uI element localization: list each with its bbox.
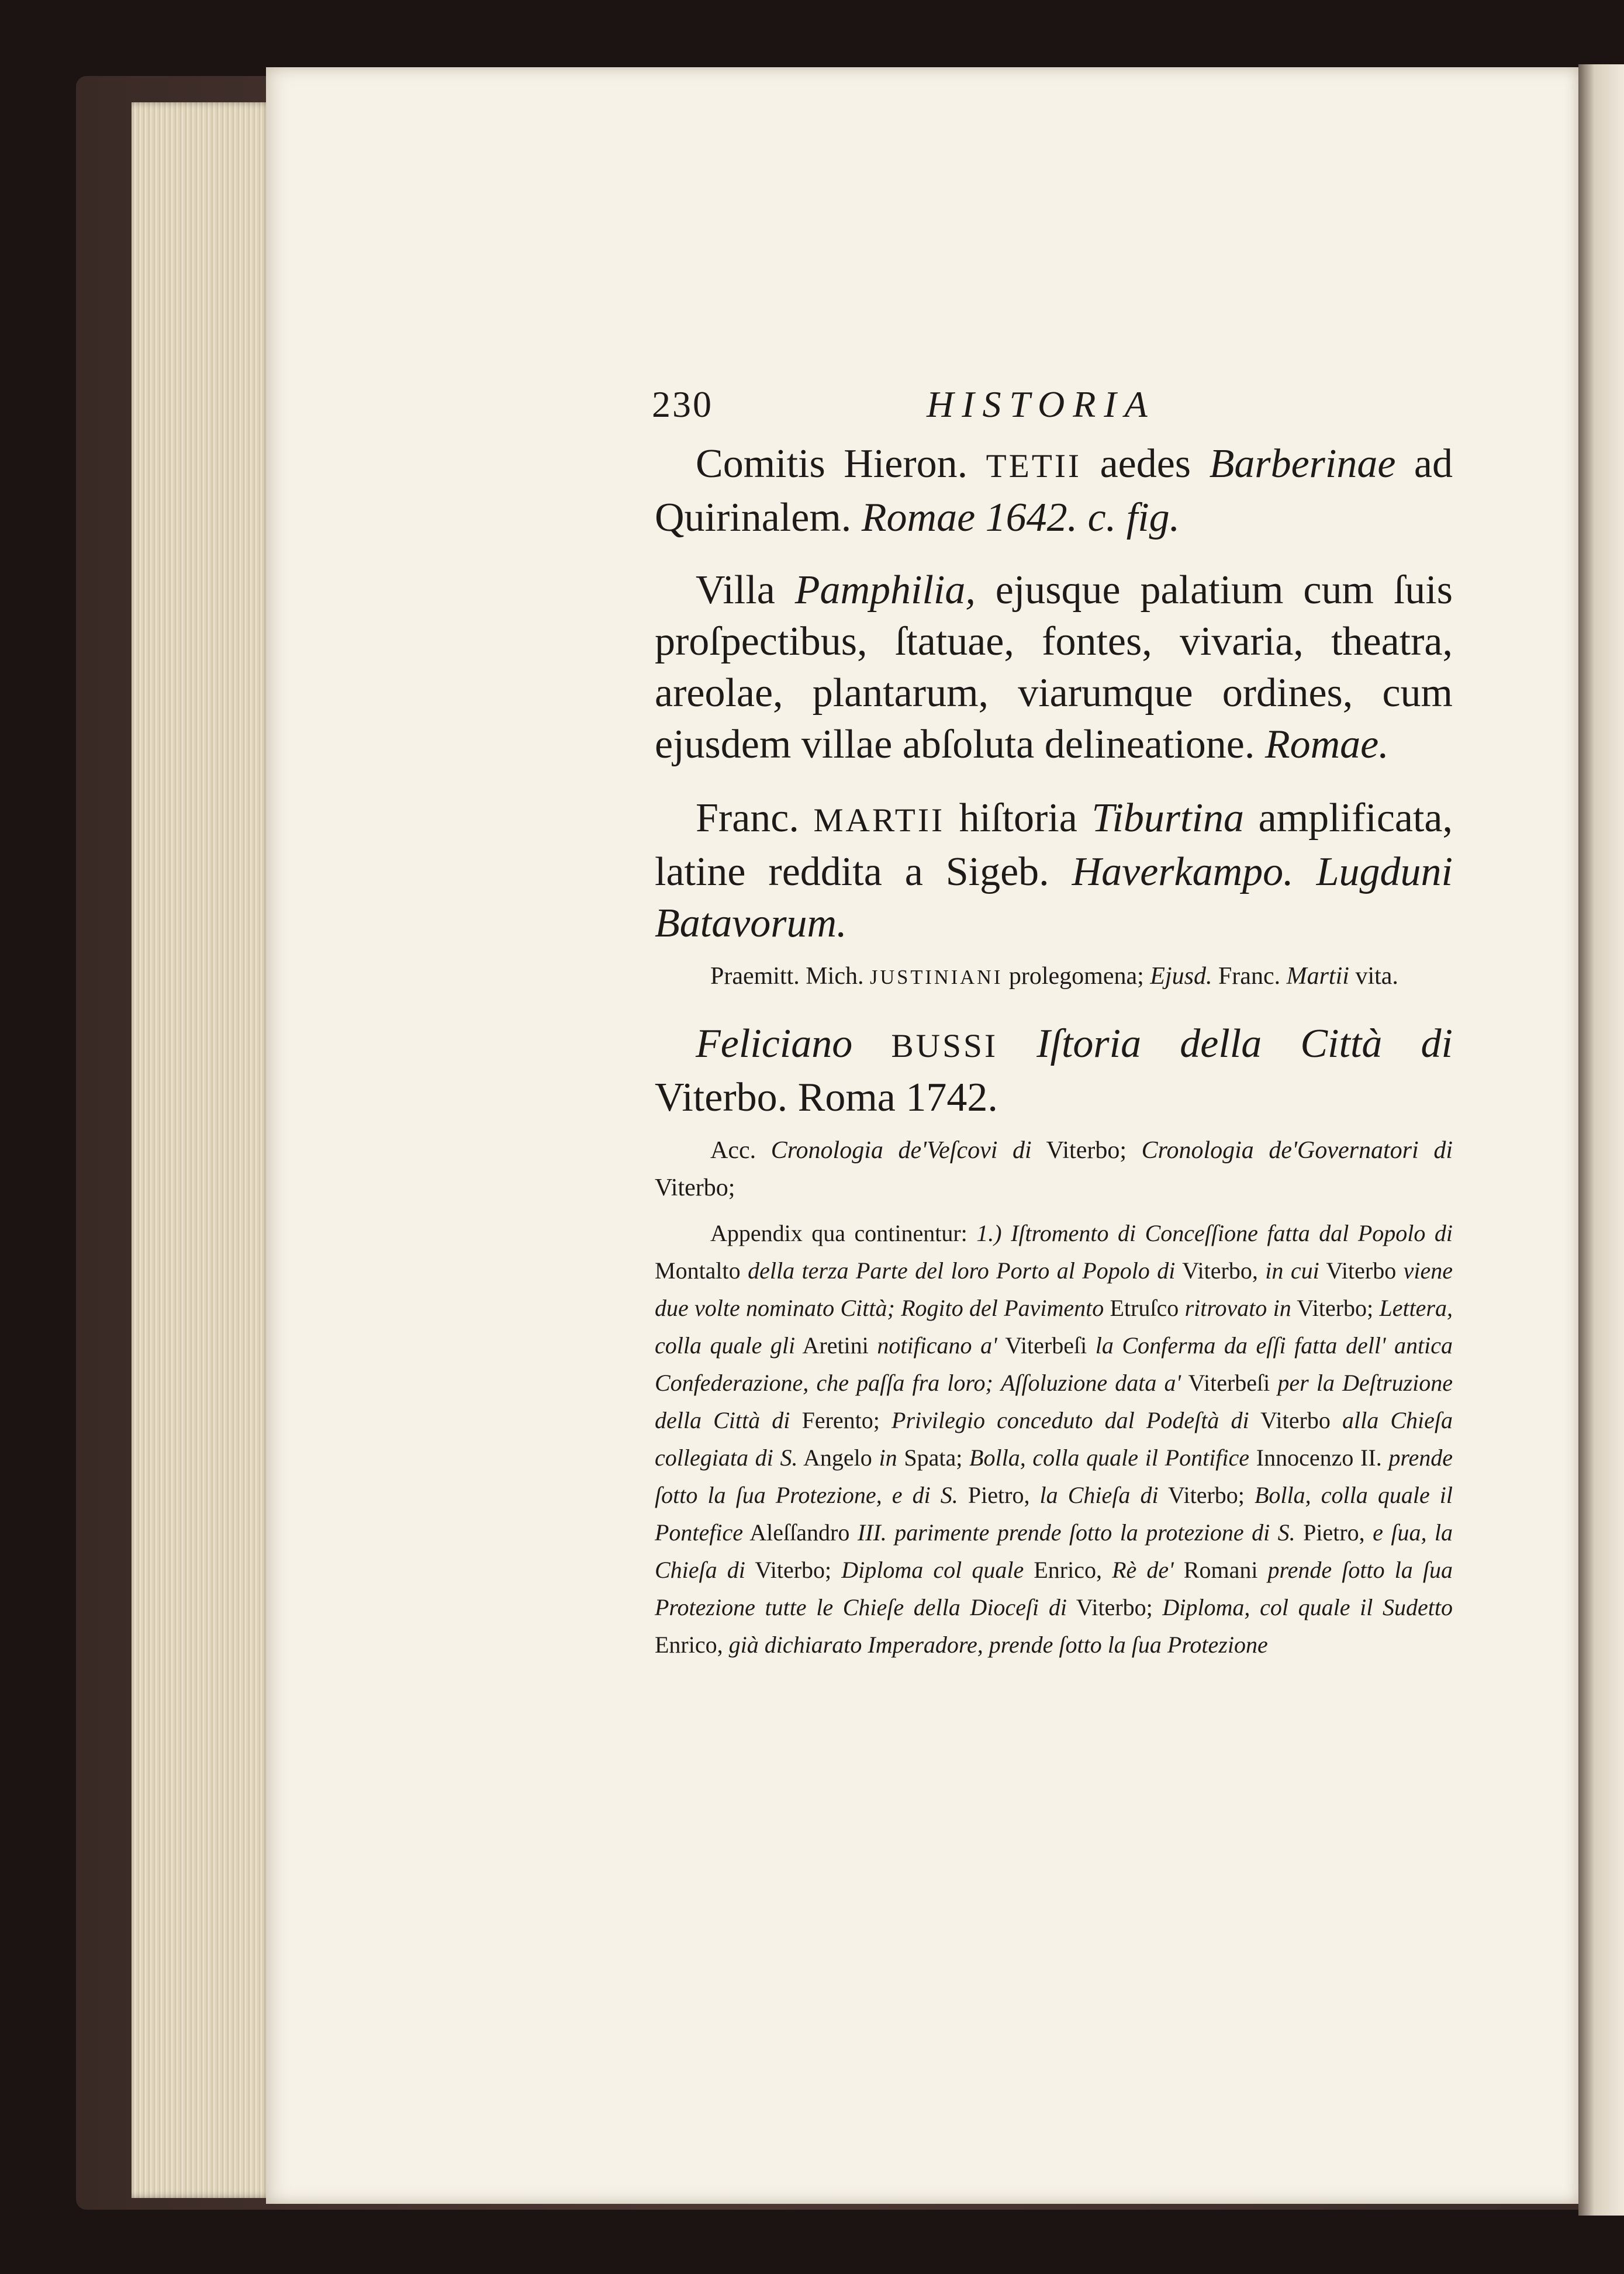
appendix-text-italic: Lettera, colla quale gli <box>655 1295 1453 1359</box>
appendix-text: Ferento; <box>790 1407 892 1433</box>
appendix-text-italic: ritrovato in <box>1184 1295 1291 1321</box>
appendix-text: Viterbo; <box>1158 1482 1255 1508</box>
entry-text-italic: Iſtoria della Città di <box>1036 1021 1453 1066</box>
appendix-text-italic: per la Deſtruzione della Città di <box>655 1370 1453 1433</box>
facing-page-edge <box>1578 64 1624 2216</box>
appendix-text-italic: prende ſotto la ſua Protezione, e di S. <box>655 1444 1453 1508</box>
appendix-text: Etruſco <box>1104 1295 1185 1321</box>
appendix-text-italic: la Conferma da eſſi fatta dell' antica Confederazione, che paſſa fra loro; <box>655 1332 1453 1396</box>
entry-note <box>655 958 1453 996</box>
entry-text <box>1294 849 1317 894</box>
appendix-text-italic: della terza Parte del loro Porto al Popolo di <box>748 1257 1176 1284</box>
appendix-text: Viterbo <box>1249 1407 1342 1433</box>
note-text: Franc. <box>1212 963 1287 990</box>
bibliographic-entry <box>655 438 1453 544</box>
appendix-text-italic: in <box>879 1444 897 1471</box>
appendix-text: Viterbo; <box>1066 1594 1163 1620</box>
appendix-text-italic: la Chieſa di <box>1039 1482 1159 1508</box>
appendix-text-italic: già dichiarato Imperadore, prende ſotto la ſua Protezione <box>728 1632 1268 1658</box>
appendix-text-italic: III. parimente prende ſotto la protezione di S. <box>857 1519 1295 1546</box>
appendix-text-italic: alla Chieſa collegiata di S. <box>655 1407 1453 1471</box>
entry-text-italic: Barberinae <box>1209 441 1396 486</box>
appendix-text: Enrico, <box>1024 1557 1112 1583</box>
note-text-italic: Ejusd. <box>1150 963 1212 990</box>
appendix-text-italic: Diploma col quale <box>841 1557 1024 1583</box>
note-text: Acc. <box>710 1137 771 1164</box>
imprint: Lugduni Batavorum. <box>655 849 1453 946</box>
note-text: Viterbo; <box>655 1174 735 1201</box>
entry-text: Franc. <box>696 796 814 841</box>
appendix-text-italic: e ſua, la Chieſa di <box>655 1519 1453 1583</box>
appendix-text: Aleſſandro <box>743 1519 858 1546</box>
entry-text-italic: Pamphilia, <box>794 568 976 613</box>
entry-text: ejusque palatium cum ſuis proſpectibus, ſtatuae, fontes, vivaria, theatra, areolae, plantarum, viarumque ordines, cum ejusdem villae abſoluta delineatione. <box>655 568 1453 767</box>
imprint: Romae. <box>1264 722 1389 767</box>
imprint: Romae 1642. c. fig. <box>861 495 1180 540</box>
entry-text-italic: Haverkampo. <box>1072 849 1294 894</box>
bibliographic-entry <box>655 565 1453 770</box>
entry-text: Comitis Hieron. <box>696 441 986 486</box>
appendix-text: Angelo <box>797 1444 879 1471</box>
entry-text: amplificata, latine reddita a Sigeb. <box>655 796 1453 894</box>
appendix-text: Montalto <box>655 1257 748 1284</box>
appendix-text-italic: Bolla, colla quale il Pontifice <box>969 1444 1250 1471</box>
entry-text-italic: Tiburtina <box>1091 796 1245 841</box>
text-block <box>655 438 1453 1664</box>
appendix-text-italic: notificano a' <box>877 1332 997 1359</box>
appendix-text-italic: Rogito del Pavimento <box>901 1295 1104 1321</box>
appendix-text: Spata; <box>897 1444 970 1471</box>
appendix-text: Viterbo <box>1319 1257 1404 1284</box>
appendix-text: Viterbo; <box>745 1557 842 1583</box>
appendix-note <box>655 1215 1453 1664</box>
entry-text: aedes <box>1081 441 1210 486</box>
appendix-text-italic: viene due volte nominato Città; <box>655 1257 1453 1321</box>
note-text: Praemitt. Mich. <box>710 963 870 990</box>
note-text: Viterbo; <box>1031 1137 1142 1164</box>
entry-text: Villa <box>696 568 795 613</box>
author-name: MARTII <box>813 802 945 839</box>
author-name: TETII <box>986 448 1082 485</box>
appendix-text-italic: Diploma, col quale il Sudetto <box>1162 1594 1453 1620</box>
appendix-text: Pietro, <box>958 1482 1040 1508</box>
entry-text <box>998 1021 1036 1066</box>
appendix-text: Viterbeſi <box>997 1332 1096 1359</box>
bibliographic-entry <box>655 1018 1453 1124</box>
entry-text-italic: Feliciano <box>696 1021 853 1066</box>
entry-text <box>852 1021 891 1066</box>
author-name: JUSTINIANI <box>869 966 1003 989</box>
note-text-italic: Cronologia de'Veſcovi di <box>770 1137 1032 1164</box>
page-number: 230 <box>652 383 713 425</box>
appendix-text: Viterbo, <box>1175 1257 1266 1284</box>
appendix-text: Aretini <box>795 1332 877 1359</box>
appendix-text-italic: in cui <box>1265 1257 1319 1284</box>
appendix-text-italic: 1.) Iſtromento di Conceſſione fatta dal Popolo di <box>976 1220 1453 1246</box>
entry-text: hiſtoria <box>945 796 1092 841</box>
appendix-text <box>895 1295 901 1321</box>
entry-text: ad Quirinalem. <box>655 441 1453 540</box>
author-name: BUSSI <box>891 1028 998 1065</box>
running-title: HISTORIA <box>927 383 1156 425</box>
appendix-text-italic: Rè de' <box>1112 1557 1174 1583</box>
appendix-text-italic: Privilegio conceduto dal Podeſtà di <box>892 1407 1249 1433</box>
imprint: Viterbo. Roma 1742. <box>655 1075 998 1120</box>
appendix-text-italic: prende ſotto la ſua Protezione tutte le Chieſe della Dioceſi di <box>655 1557 1453 1620</box>
appendix-text: Enrico, <box>655 1632 729 1658</box>
appendix-text-italic: Aſſoluzione data a' <box>1000 1370 1181 1396</box>
appendix-text: Appendix qua continentur: <box>710 1220 977 1246</box>
appendix-text: Romani <box>1173 1557 1268 1583</box>
note-text-italic: Martii <box>1286 963 1349 990</box>
note-text: prolegomena; <box>1003 963 1150 990</box>
entry-note <box>655 1132 1453 1207</box>
appendix-text: Viterbeſi <box>1181 1370 1278 1396</box>
appendix-text: Pietro, <box>1295 1519 1373 1546</box>
appendix-text: Viterbo; <box>1291 1295 1380 1321</box>
appendix-text <box>993 1370 1001 1396</box>
page-edges <box>132 102 272 2198</box>
note-text-italic: Cronologia de'Governatori di <box>1141 1137 1453 1164</box>
appendix-text-italic: Bolla, colla quale il Pontefice <box>655 1482 1453 1546</box>
bibliographic-entry <box>655 793 1453 949</box>
note-text: vita. <box>1349 963 1398 990</box>
appendix-text: Innocenzo II. <box>1249 1444 1389 1471</box>
